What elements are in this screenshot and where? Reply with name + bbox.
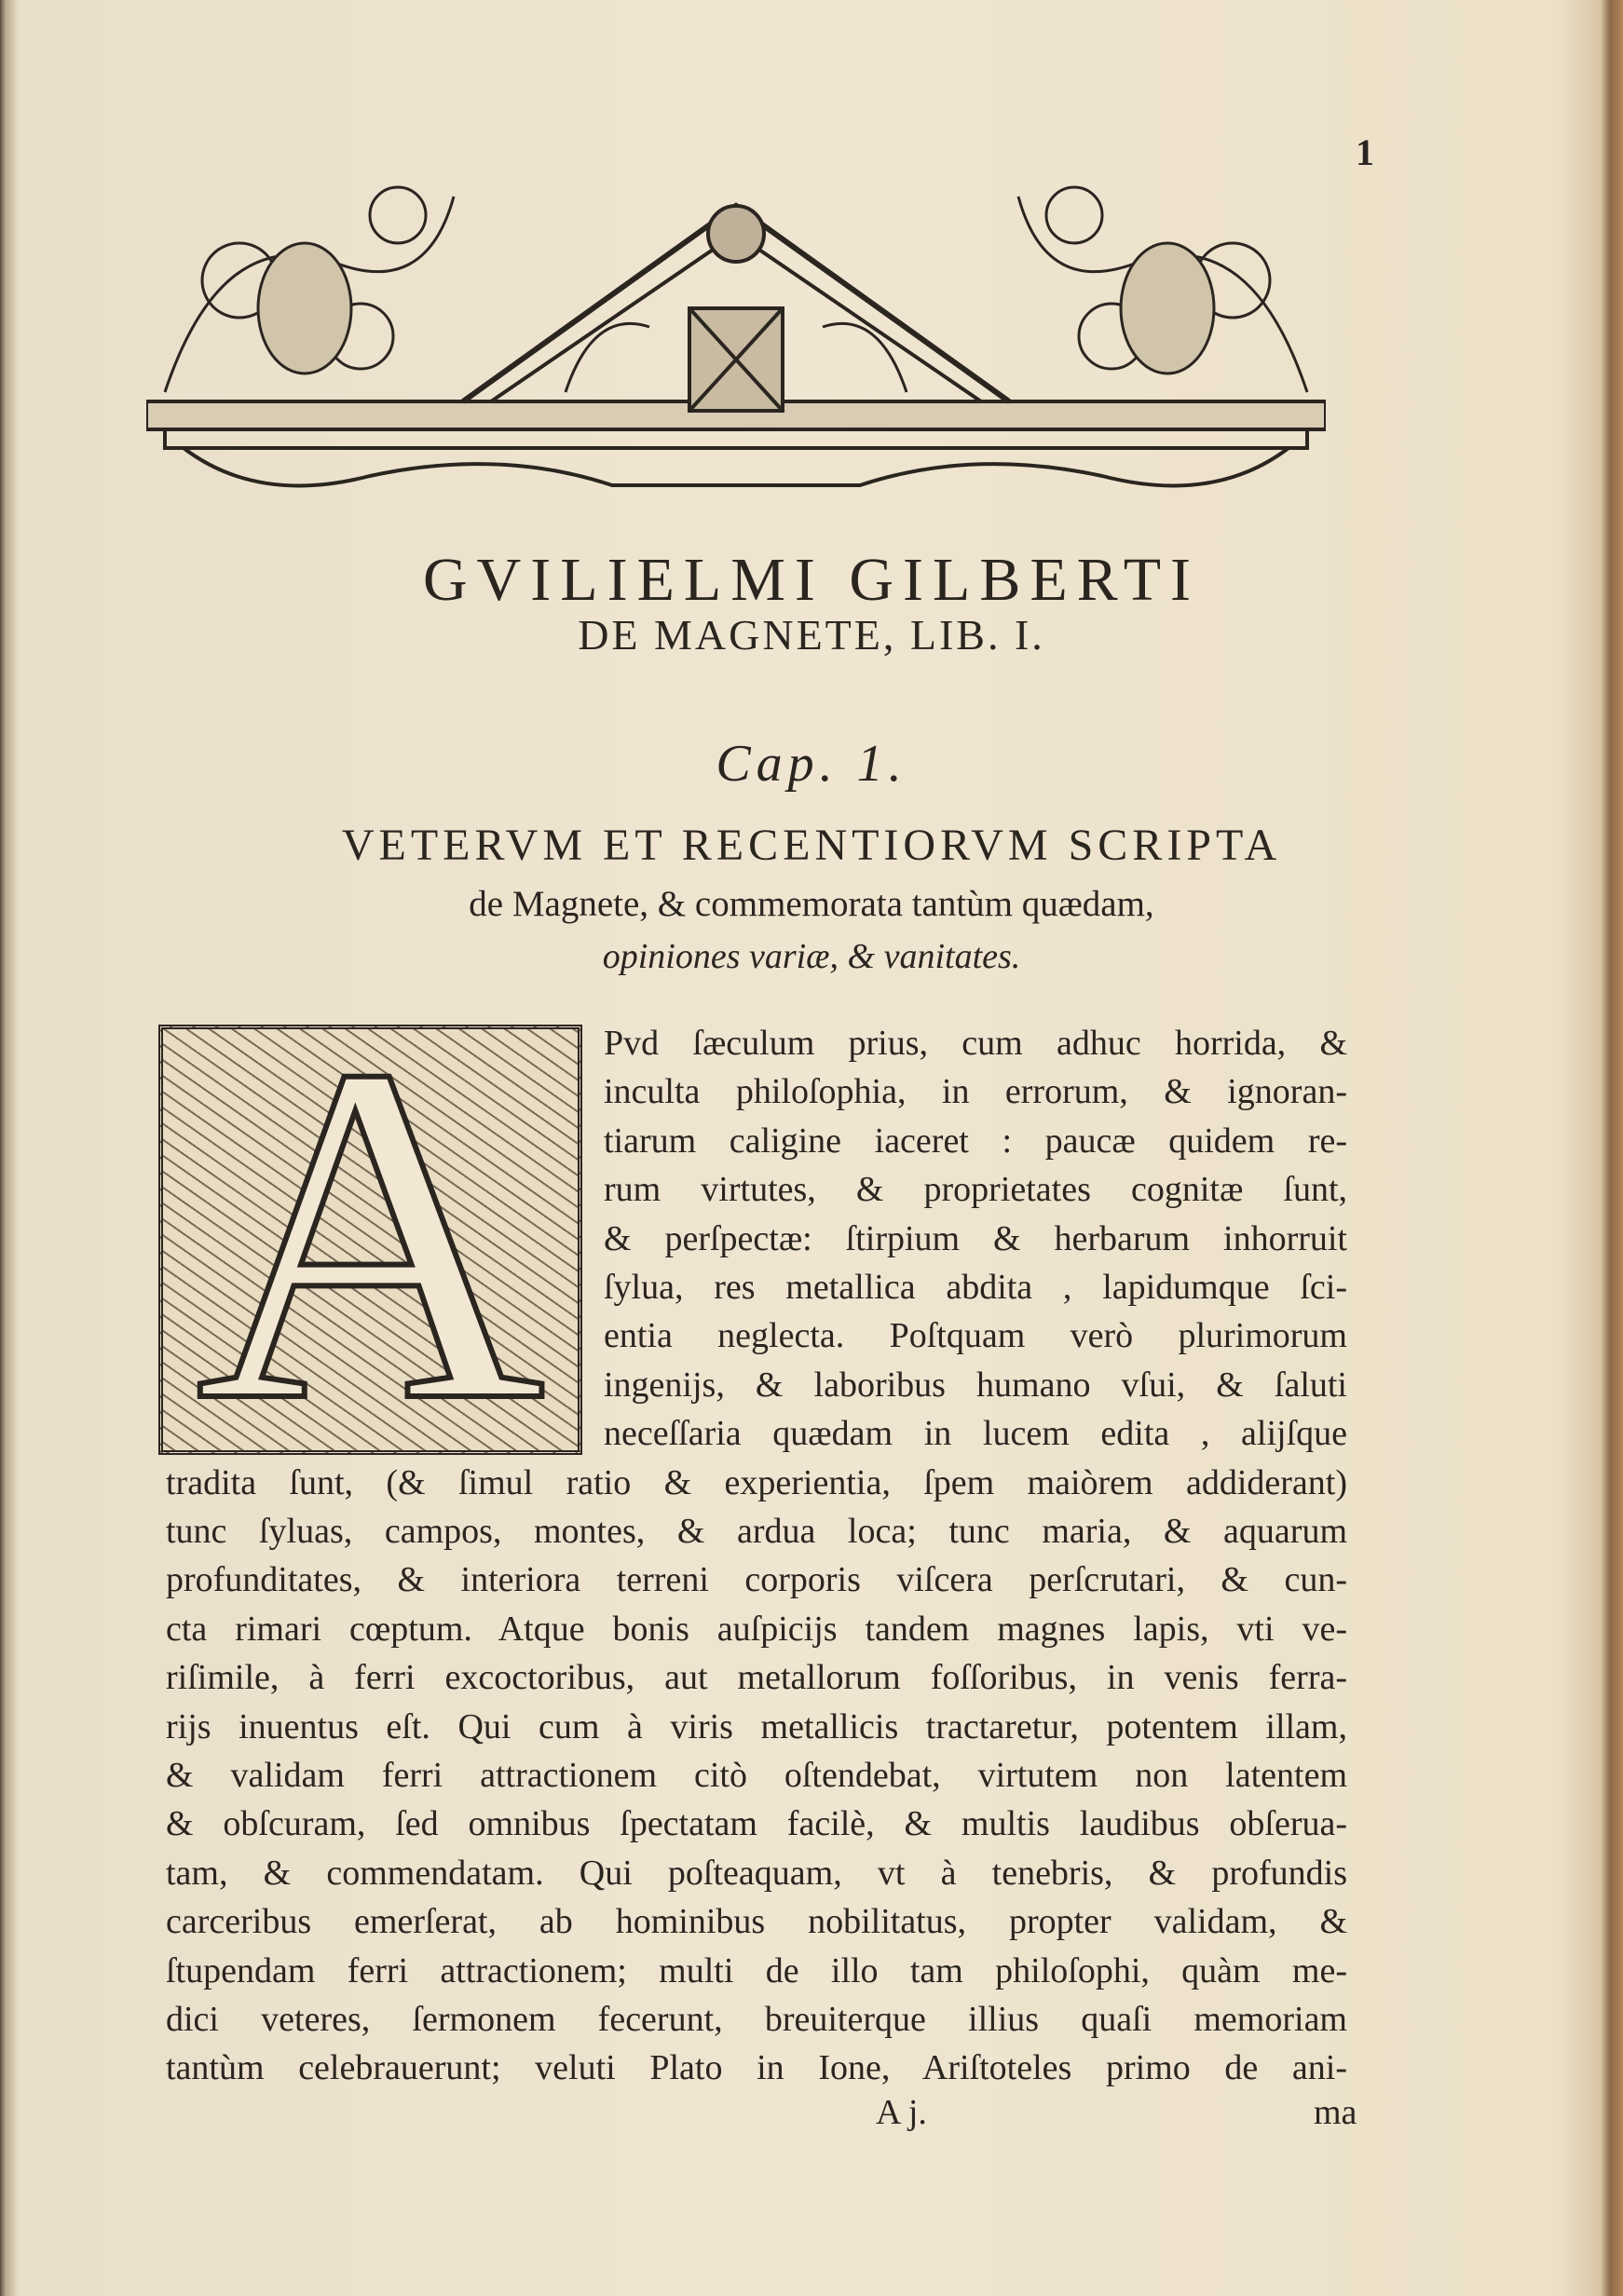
text-line: tantùm celebrauerunt; veluti Plato in Ione, Ariſtoteles primo de ani- [166,2048,1347,2088]
chapter-label: Cap. 1. [716,735,907,793]
chapter-heading-line2: de Magnete, & commemorata tantùm quædam, [469,884,1154,924]
ornamental-headpiece-woodcut [146,169,1326,505]
signature-mark: A j. [876,2093,927,2132]
subtitle: DE MAGNETE, LIB. I. [578,611,1045,659]
text-line: & perſpectæ: ſtirpium & herbarum inhorruit [604,1218,1347,1258]
text-line: ſtupendam ferri attractionem; multi de illo tam philoſophi, quàm me- [166,1950,1347,1990]
text-line: Pvd ſæculum prius, cum adhuc horrida, & [604,1024,1347,1063]
text-line: rum virtutes, & proprietates cognitæ ſunt, [604,1170,1347,1210]
text-line: & validam ferri attractionem citò oſtendebat, virtutem non latentem [166,1756,1347,1795]
text-line: carceribus emerſerat, ab hominibus nobilitatus, propter validam, & [166,1902,1347,1942]
text-line: ingenijs, & laboribus humano vſui, & ſaluti [604,1365,1347,1405]
drop-cap-letter: A [195,966,546,1501]
catchword: ma [1314,2093,1357,2132]
text-line: rijs inuentus eſt. Qui cum à viris metallicis tractaretur, potentem illam, [166,1706,1347,1746]
text-line: tiarum caligine iaceret : paucæ quidem re- [604,1121,1347,1161]
decorated-initial [158,966,582,1501]
text-line: profunditates, & interiora terreni corporis viſcera perſcrutari, & cun- [166,1560,1347,1600]
text-line: ſylua, res metallica abdita , lapidumque ſci- [604,1268,1347,1307]
text-line: tunc ſyluas, campos, montes, & ardua loca; tunc maria, & aquarum [166,1512,1347,1551]
page-number: 1 [1356,131,1374,173]
text-line: dici veteres, ſermonem fecerunt, breuiterque illius quaſi memoriam [166,2000,1347,2039]
text-line: neceſſaria quædam in lucem edita , alijſque [604,1414,1347,1454]
title: GVILIELMI GILBERTI [422,546,1201,614]
text-line: tam, & commendatam. Qui poſteaquam, vt à tenebris, & profundis [166,1853,1347,1893]
text-line: inculta philoſophia, in errorum, & ignoran- [604,1072,1347,1112]
text-line: & obſcuram, ſed omnibus ſpectatam facilè, & multis laudibus obſerua- [166,1804,1347,1844]
text-line: tradita ſunt, (& ſimul ratio & experientia, ſpem maiòrem addiderant) [166,1462,1347,1502]
text-line: riſimile, à ferri excoctoribus, aut metallorum foſſoribus, in venis ferra- [166,1658,1347,1698]
chapter-heading: VETERVM ET RECENTIORVM SCRIPTA [341,821,1282,870]
text-line: entia neglecta. Poſtquam verò plurimorum [604,1316,1347,1356]
chapter-heading-line3: opiniones variæ, & vanitates. [602,937,1021,976]
text-line: cta rimari cœptum. Atque bonis auſpicijs tandem magnes lapis, vti ve- [166,1609,1347,1649]
